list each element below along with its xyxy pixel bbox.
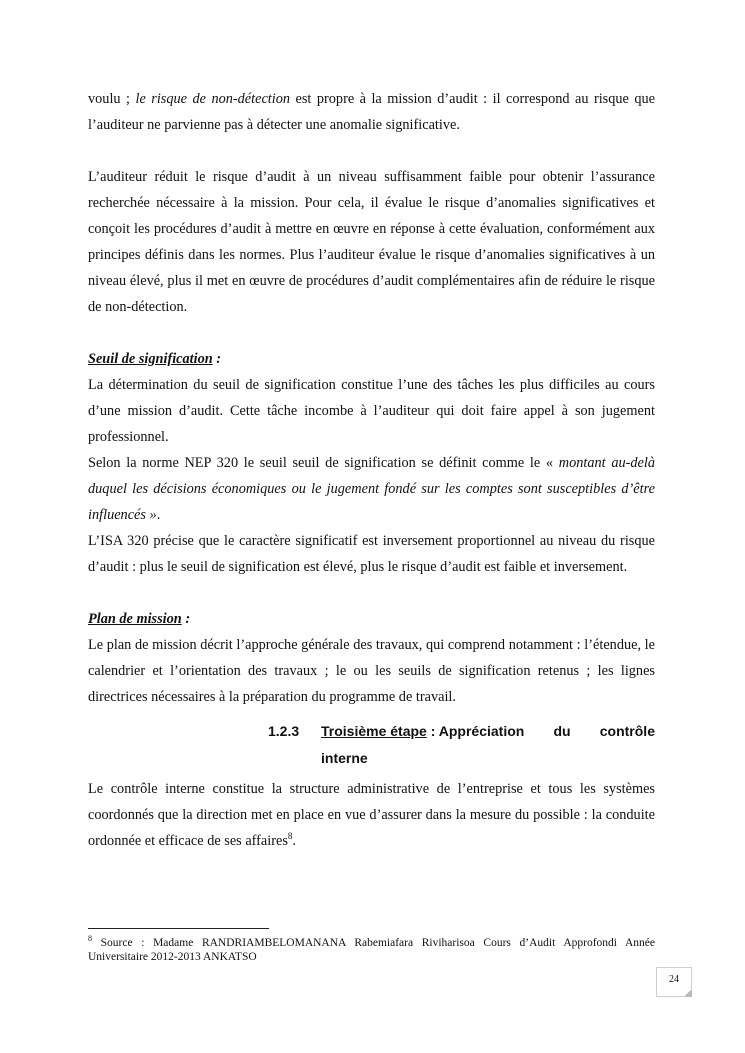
text-run: Selon la norme NEP 320 le seuil seuil de signification se définit comme le «: [88, 455, 559, 471]
footnote-separator: [88, 928, 269, 929]
heading-seuil-label: Seuil de signification: [88, 351, 213, 367]
section-title-word: du: [553, 723, 571, 739]
section-title: [321, 718, 655, 772]
paragraph-plan: Le plan de mission décrit l’approche générale des travaux, qui comprend notamment : l’étendue, le calendrier et l’orientation des travaux ; le ou les seuils de signification retenus ; les lignes directrices nécessaires à la préparation du programme de travail.: [88, 637, 655, 705]
heading-colon: :: [181, 611, 191, 627]
heading-plan: [88, 606, 655, 632]
paragraph-risque: [88, 86, 655, 138]
heading-seuil: [88, 346, 655, 372]
section-number: 1.2.3: [268, 723, 300, 739]
page-number-box: [656, 967, 692, 997]
page-body: [88, 86, 655, 854]
text-run: .: [292, 833, 296, 849]
italic-quote: montant au-delà duquel les décisions économiques ou le jugement fondé sur les comptes sont susceptibles d’être influencés »: [88, 455, 655, 523]
paragraph-seuil-1: La détermination du seuil de signification constitue l’une des tâches les plus difficiles au cours d’une mission d’audit. Cette tâche incombe à l’auditeur qui doit faire appel à son jugement professionnel.: [88, 377, 655, 445]
section-title-underlined: Troisième étape: [321, 723, 427, 739]
section-title-line2: interne: [321, 750, 368, 766]
text-run: .: [156, 507, 161, 523]
paragraph-seuil-2: [88, 450, 655, 528]
section-title-word: contrôle: [599, 723, 655, 739]
footnote-mark: 8: [88, 934, 92, 944]
heading-plan-label: Plan de mission: [88, 611, 182, 627]
italic-term: le risque de non-détection: [135, 91, 291, 107]
paragraph-seuil-3: L’ISA 320 précise que le caractère significatif est inversement proportionnel au niveau du risque d’audit : plus le seuil de signification est élevé, plus le risque d’audit est faible et inversement.: [88, 533, 655, 575]
text-run: Le contrôle interne constitue la structure administrative de l’entreprise et tous les systèmes coordonnés que la direction met en place en vue d’assurer dans la mesure du possible : la conduite ordonnée et efficace de ses affaires: [88, 781, 655, 849]
footnote-reference: 8: [287, 831, 293, 842]
page-curl-decoration: [684, 989, 692, 997]
page-number: 24: [669, 974, 679, 985]
paragraph-controle-interne: [88, 776, 655, 854]
text-run: voulu ;: [88, 91, 136, 107]
paragraph-reduction-risque: L’auditeur réduit le risque d’audit à un niveau suffisamment faible pour obtenir l’assurance recherchée nécessaire à la mission. Pour cela, il évalue le risque d’anomalies significatives et conçoit les procédures d’audit à mettre en œuvre en réponse à cette évaluation, conformément aux principes définis dans les normes. Plus l’auditeur évalue le risque d’anomalies significatives à un niveau élevé, plus il met en œuvre de procédures d’audit complémentaires afin de réduire le risque de non-détection.: [88, 169, 655, 315]
text-run: est propre à la mission d’audit : il correspond au risque que l’auditeur ne parvienne pas à détecter une anomalie significative.: [88, 91, 656, 133]
heading-colon: :: [212, 351, 222, 367]
section-heading: [88, 718, 655, 772]
section-title-word: : Appréciation: [430, 723, 525, 739]
footnote: [88, 936, 655, 964]
footnote-text: Source : Madame RANDRIAMBELOMANANA Rabemiafara Riviharisoa Cours d’Audit Approfondi Année Universitaire 2012-2013 ANKATSO: [88, 937, 655, 963]
